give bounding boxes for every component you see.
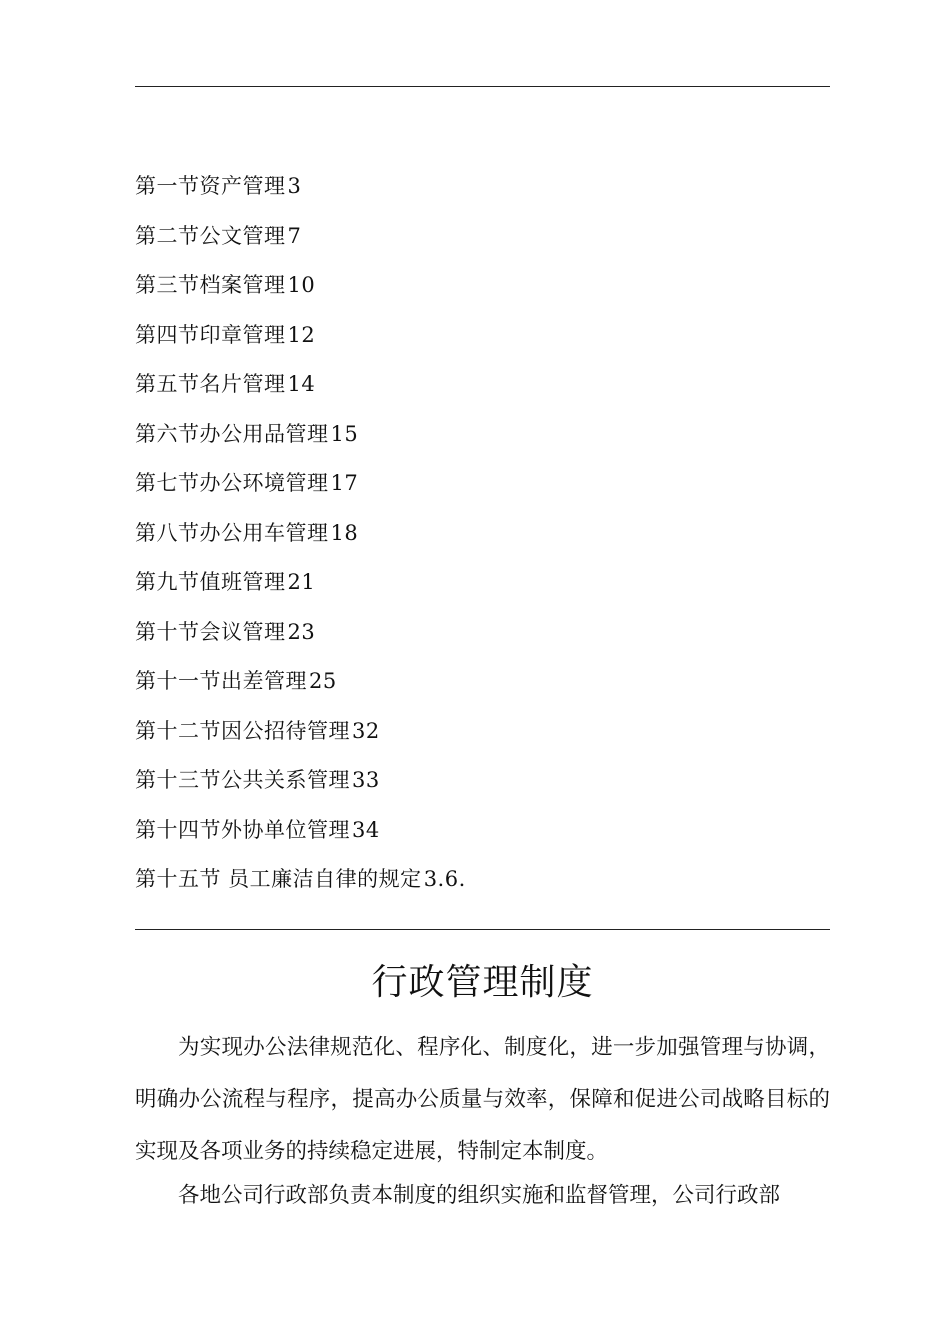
toc-item[interactable] bbox=[135, 515, 835, 565]
toc-item-label: 第一节资产管理 bbox=[135, 174, 286, 198]
toc-item-page: 14 bbox=[287, 372, 316, 396]
toc-item[interactable] bbox=[135, 713, 835, 763]
toc-item[interactable] bbox=[135, 861, 835, 911]
toc-item-page: 17 bbox=[330, 471, 359, 495]
intro-paragraph: 为实现办公法律规范化、程序化、制度化，进一步加强管理与协调，明确办公流程与程序，提高办公质量与效率，保障和促进公司战略目标的实现及各项业务的持续稳定进展，特制定本制度。 bbox=[135, 1035, 830, 1164]
toc-item[interactable] bbox=[135, 564, 835, 614]
toc-item-label: 第五节名片管理 bbox=[135, 372, 286, 396]
toc-item[interactable] bbox=[135, 663, 835, 713]
toc-item[interactable] bbox=[135, 218, 835, 268]
toc-item-label: 第六节办公用品管理 bbox=[135, 421, 329, 446]
section-divider bbox=[135, 929, 830, 930]
toc-item-page: 3.6. bbox=[423, 867, 466, 891]
toc-item-label: 第十节会议管理 bbox=[135, 619, 286, 644]
table-of-contents bbox=[135, 168, 835, 911]
toc-item-label: 第四节印章管理 bbox=[135, 322, 286, 347]
toc-item-label: 第七节办公环境管理 bbox=[135, 471, 329, 495]
toc-item[interactable] bbox=[135, 267, 835, 317]
toc-item-page: 10 bbox=[287, 273, 316, 297]
toc-item[interactable] bbox=[135, 366, 835, 416]
toc-item-page: 34 bbox=[352, 817, 380, 842]
toc-item[interactable] bbox=[135, 812, 835, 862]
document-title: 行政管理制度 bbox=[371, 962, 594, 1003]
toc-item-label: 第十三节公共关系管理 bbox=[135, 768, 350, 792]
toc-item-page: 25 bbox=[309, 669, 337, 693]
toc-item[interactable] bbox=[135, 317, 835, 367]
toc-item-label: 第十二节因公招待管理 bbox=[135, 718, 350, 743]
toc-item-page: 7 bbox=[287, 223, 302, 248]
toc-item[interactable] bbox=[135, 614, 835, 664]
toc-item-label: 第十一节出差管理 bbox=[135, 669, 307, 693]
toc-item[interactable] bbox=[135, 465, 835, 515]
toc-item-page: 32 bbox=[352, 718, 380, 743]
toc-item-page: 18 bbox=[330, 520, 359, 545]
toc-item-page: 3 bbox=[287, 174, 302, 198]
toc-item[interactable] bbox=[135, 762, 835, 812]
toc-item-label: 第二节公文管理 bbox=[135, 223, 286, 248]
toc-item[interactable] bbox=[135, 168, 835, 218]
toc-item-label: 第十四节外协单位管理 bbox=[135, 817, 350, 842]
toc-item-page: 12 bbox=[287, 322, 316, 347]
top-divider bbox=[135, 86, 830, 87]
responsibility-paragraph: 各地公司行政部负责本制度的组织实施和监督管理，公司行政部 bbox=[178, 1183, 781, 1208]
toc-item-label: 第九节值班管理 bbox=[135, 570, 286, 594]
toc-item-page: 23 bbox=[287, 619, 316, 644]
toc-item-label: 第十五节 员工廉洁自律的规定 bbox=[135, 867, 422, 891]
toc-item-label: 第三节档案管理 bbox=[135, 273, 286, 297]
toc-item-label: 第八节办公用车管理 bbox=[135, 520, 329, 545]
toc-item[interactable] bbox=[135, 416, 835, 466]
toc-item-page: 33 bbox=[352, 768, 380, 792]
toc-item-page: 15 bbox=[330, 421, 359, 446]
toc-item-page: 21 bbox=[287, 570, 316, 594]
